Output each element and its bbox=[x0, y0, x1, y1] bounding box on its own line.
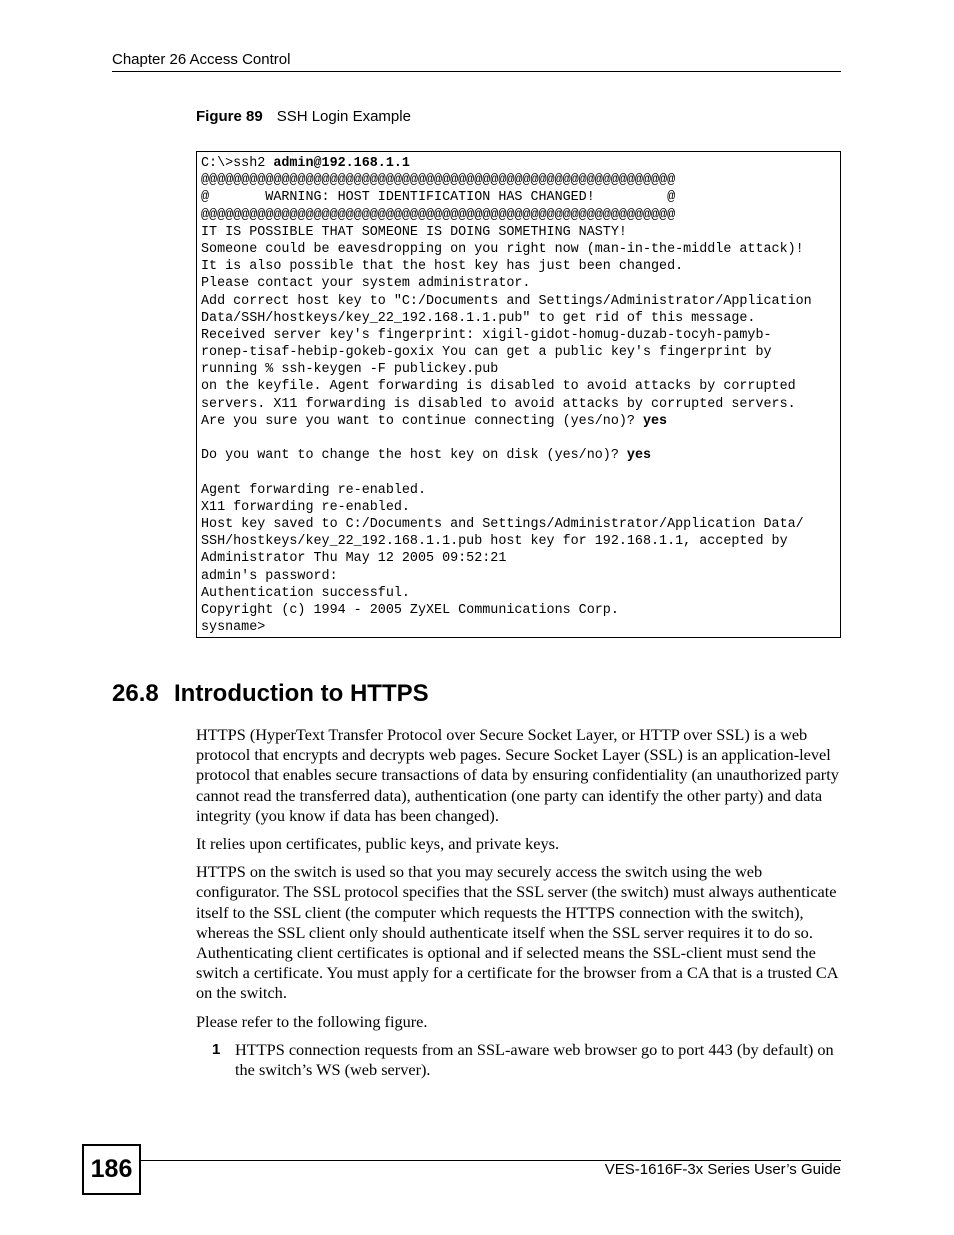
terminal-line-text: Administrator Thu May 12 2005 09:52:21 bbox=[201, 551, 507, 567]
terminal-line bbox=[201, 310, 836, 327]
terminal-line-text: Do you want to change the host key on disk (yes/no)? bbox=[201, 448, 627, 464]
terminal-line bbox=[201, 516, 836, 533]
figure-label: Figure 89 bbox=[196, 108, 263, 125]
section-number: 26.8 bbox=[112, 680, 159, 707]
terminal-line bbox=[201, 602, 836, 619]
paragraph: HTTPS (HyperText Transfer Protocol over Secure Socket Layer, or HTTP over SSL) is a web protocol that encrypts and decrypts web pages. Secure Socket Layer (SSL) is an application-level protocol that enables secure transactions of data by ensuring confidentiality (an unauthorized party cannot read the transferred data), authentication (one party can identify the other party) and data integrity (you know if data has been changed). bbox=[196, 725, 839, 825]
terminal-line bbox=[201, 207, 836, 224]
terminal-line bbox=[201, 258, 836, 275]
guide-title: VES-1616F-3x Series User’s Guide bbox=[604, 1161, 841, 1178]
section-heading bbox=[112, 680, 429, 708]
terminal-line-text: ronep-tisaf-hebip-gokeb-goxix You can get a public key's fingerprint by bbox=[201, 345, 772, 361]
terminal-line-text: It is also possible that the host key has just been changed. bbox=[201, 259, 684, 275]
page-number: 186 bbox=[82, 1144, 141, 1195]
ssh-terminal-listing bbox=[196, 151, 841, 638]
paragraph: HTTPS on the switch is used so that you may securely access the switch using the web configurator. The SSL protocol specifies that the SSL server (the switch) must always authenticate itself to the SSL client (the computer which requests the HTTPS connection with the switch), whereas the SSL client only should authenticate itself when the SSL server requires it to do so. Authenticating client certificates is optional and if selected means the SSL-client must send the switch a certificate. You must apply for a certificate for the browser from a CA that is a trusted CA on the switch. bbox=[196, 862, 838, 1003]
chapter-header: Chapter 26 Access Control bbox=[112, 51, 291, 68]
section-title: Introduction to HTTPS bbox=[174, 680, 429, 707]
terminal-line-text: Add correct host key to "C:/Documents and Settings/Administrator/Application bbox=[201, 293, 812, 309]
terminal-line-text: @@@@@@@@@@@@@@@@@@@@@@@@@@@@@@@@@@@@@@@@@@@@@@@@@@@@@@@@@@@ bbox=[201, 207, 676, 223]
terminal-line-text: Agent forwarding re-enabled. bbox=[201, 482, 426, 498]
terminal-line bbox=[201, 413, 836, 430]
terminal-line-text: X11 forwarding re-enabled. bbox=[201, 499, 410, 515]
terminal-line bbox=[201, 344, 836, 361]
header-rule bbox=[112, 71, 841, 72]
terminal-line-text: Authentication successful. bbox=[201, 585, 410, 601]
terminal-line bbox=[201, 533, 836, 550]
terminal-line bbox=[201, 172, 836, 189]
figure-caption bbox=[196, 108, 411, 125]
terminal-line bbox=[201, 499, 836, 516]
terminal-line-text: Someone could be eavesdropping on you right now (man-in-the-middle attack)! bbox=[201, 241, 804, 257]
terminal-user-input: yes bbox=[642, 413, 668, 429]
terminal-line bbox=[201, 396, 836, 413]
terminal-line bbox=[201, 585, 836, 602]
terminal-line bbox=[201, 430, 836, 447]
terminal-line-text: Are you sure you want to continue connecting (yes/no)? bbox=[201, 413, 643, 429]
terminal-line bbox=[201, 447, 836, 464]
terminal-line bbox=[201, 619, 836, 636]
terminal-line-text: running % ssh-keygen -F publickey.pub bbox=[201, 362, 499, 378]
terminal-line-text: Data/SSH/hostkeys/key_22_192.168.1.1.pub" to get rid of this message. bbox=[201, 310, 756, 326]
step-number: 1 bbox=[212, 1040, 221, 1058]
terminal-line-text: Please contact your system administrator. bbox=[201, 276, 531, 292]
paragraph: It relies upon certificates, public keys, and private keys. bbox=[196, 834, 560, 854]
terminal-line bbox=[201, 275, 836, 292]
terminal-line-text: on the keyfile. Agent forwarding is disabled to avoid attacks by corrupted bbox=[201, 379, 796, 395]
terminal-line bbox=[201, 224, 836, 241]
terminal-line bbox=[201, 482, 836, 499]
figure-title: SSH Login Example bbox=[276, 108, 411, 125]
section-body bbox=[196, 725, 844, 1080]
terminal-line bbox=[201, 327, 836, 344]
terminal-line-text: Received server key's fingerprint: xigil-gidot-homug-duzab-tocyh-pamyb- bbox=[201, 327, 772, 343]
step-item bbox=[196, 1040, 844, 1080]
terminal-line bbox=[201, 464, 836, 481]
terminal-line-text: Copyright (c) 1994 - 2005 ZyXEL Communications Corp. bbox=[201, 602, 619, 618]
terminal-line-text: SSH/hostkeys/key_22_192.168.1.1.pub host key for 192.168.1.1, accepted by bbox=[201, 534, 788, 550]
terminal-line-text: Host key saved to C:/Documents and Settings/Administrator/Application Data/ bbox=[201, 516, 804, 532]
terminal-line bbox=[201, 293, 836, 310]
terminal-line-text: @ WARNING: HOST IDENTIFICATION HAS CHANGED! @ bbox=[201, 190, 676, 206]
terminal-line bbox=[201, 568, 836, 585]
terminal-line-text: sysname> bbox=[201, 620, 266, 636]
terminal-line bbox=[201, 550, 836, 567]
terminal-line bbox=[201, 361, 836, 378]
terminal-line-text: IT IS POSSIBLE THAT SOMEONE IS DOING SOMETHING NASTY! bbox=[201, 224, 627, 240]
terminal-user-input: yes bbox=[626, 448, 652, 464]
step-text: HTTPS connection requests from an SSL-aware web browser go to port 443 (by default) on the switch’s WS (web server). bbox=[235, 1039, 834, 1080]
terminal-line bbox=[201, 155, 836, 172]
terminal-line-text: C:\>ssh2 bbox=[201, 156, 274, 171]
terminal-line-text: servers. X11 forwarding is disabled to avoid attacks by corrupted servers. bbox=[201, 396, 796, 412]
terminal-line bbox=[201, 189, 836, 206]
terminal-line bbox=[201, 378, 836, 395]
terminal-user-input: admin@192.168.1.1 bbox=[273, 156, 410, 171]
paragraph: Please refer to the following figure. bbox=[196, 1011, 428, 1031]
terminal-line bbox=[201, 241, 836, 258]
terminal-line-text: admin's password: bbox=[201, 568, 338, 584]
terminal-line-text: @@@@@@@@@@@@@@@@@@@@@@@@@@@@@@@@@@@@@@@@@@@@@@@@@@@@@@@@@@@ bbox=[201, 173, 676, 189]
